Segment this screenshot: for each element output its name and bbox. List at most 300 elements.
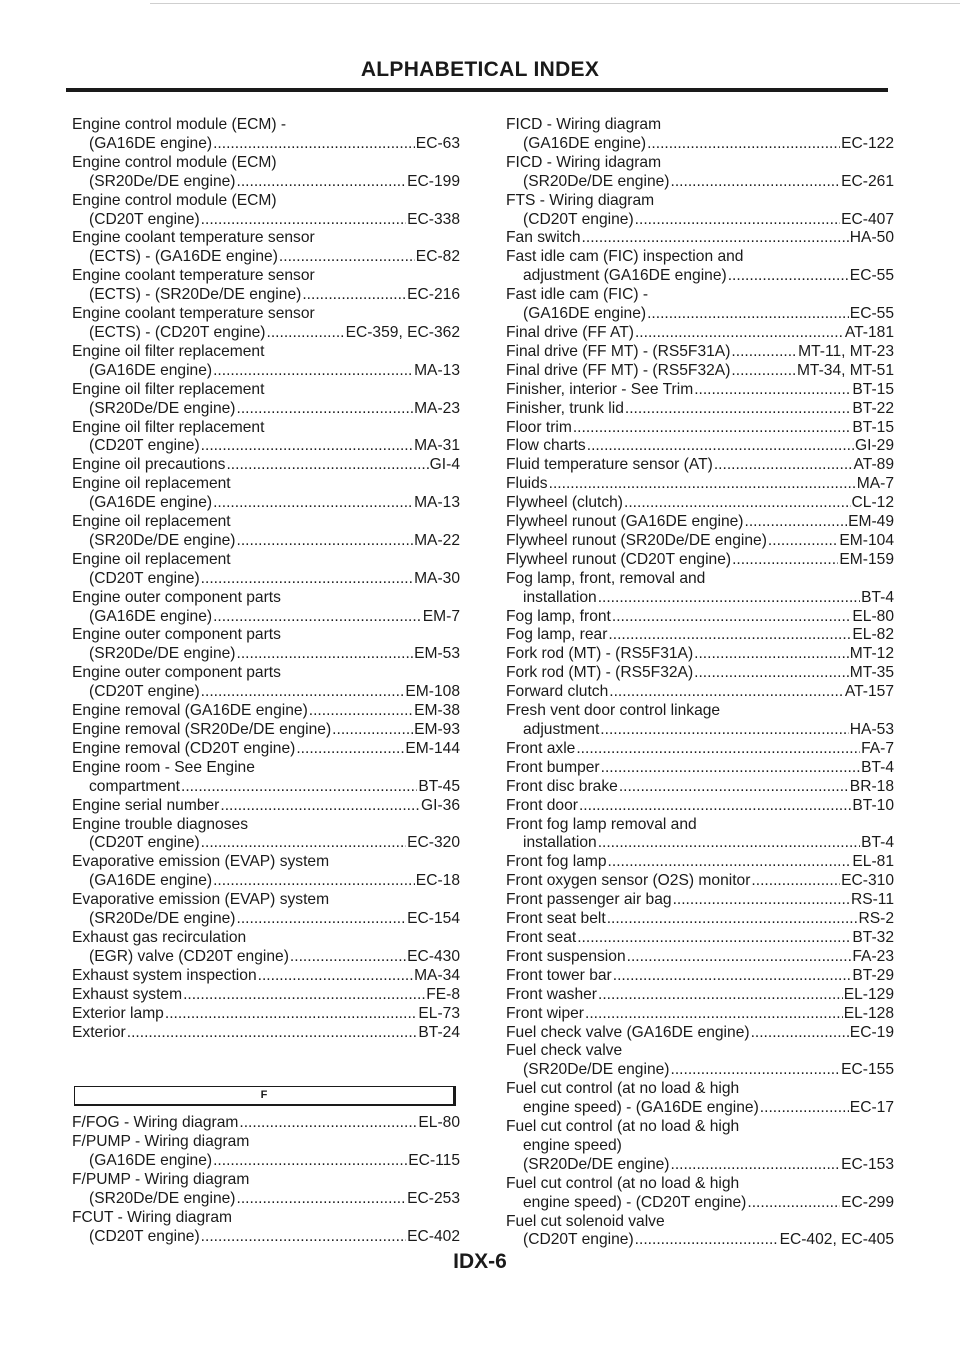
entry-text: compartment [89, 777, 180, 795]
entry-line [506, 1231, 894, 1250]
dot-leader [201, 683, 405, 702]
index-entry [506, 702, 894, 740]
index-list-e [72, 116, 460, 1042]
page-reference: EC-153 [841, 1155, 894, 1173]
dot-leader [768, 532, 838, 551]
dot-leader [608, 853, 852, 872]
index-entry [506, 437, 894, 456]
entry-line [506, 173, 894, 192]
dot-leader [201, 1228, 406, 1247]
index-entry [506, 853, 894, 872]
dot-leader [670, 1156, 840, 1175]
page-reference: EC-261 [841, 172, 894, 190]
page-reference: BT-24 [418, 1023, 460, 1041]
entry-text: Front washer [506, 985, 597, 1003]
dot-leader [694, 381, 851, 400]
entry-line [72, 816, 460, 835]
entry-line [506, 891, 894, 910]
dot-leader [213, 1152, 407, 1171]
entry-text: Fuel check valve [506, 1042, 623, 1060]
entry-line [72, 1114, 460, 1133]
entry-text: F/FOG - Wiring diagram [72, 1114, 239, 1132]
entry-line [72, 419, 460, 438]
entry-text: (SR20De/DE engine) [523, 1061, 670, 1079]
dot-leader [612, 608, 852, 627]
entry-line [506, 664, 894, 683]
entry-line [72, 211, 460, 230]
entry-text: Fog lamp, front [506, 607, 611, 625]
index-entry [506, 419, 894, 438]
entry-text: (SR20De/DE engine) [89, 910, 236, 928]
index-entry [506, 986, 894, 1005]
entry-text: Exterior [72, 1023, 126, 1041]
index-entry [506, 1024, 894, 1043]
entry-line [72, 589, 460, 608]
entry-text: Engine control module (ECM) [72, 191, 277, 209]
entry-text: Engine coolant temperature sensor [72, 267, 315, 285]
index-entry [506, 1042, 894, 1080]
entry-text: (GA16DE engine) [89, 1152, 213, 1170]
dot-leader [236, 532, 413, 551]
entry-text: (GA16DE engine) [89, 134, 213, 152]
entry-line [72, 1152, 460, 1171]
entry-text: Engine oil replacement [72, 513, 231, 531]
index-entry [506, 116, 894, 154]
dot-leader [673, 891, 850, 910]
page-reference: FE-8 [426, 985, 460, 1003]
page-reference: BT-22 [852, 399, 894, 417]
entry-line [72, 1133, 460, 1152]
entry-text: Engine control module (ECM) - [72, 116, 287, 133]
entry-line [506, 1099, 894, 1118]
entry-text: Engine removal (GA16DE engine) [72, 702, 308, 720]
entry-text: Front bumper [506, 758, 600, 776]
entry-text: Front fog lamp [506, 853, 607, 871]
dot-leader [302, 286, 406, 305]
page-reference: EM-104 [839, 531, 894, 549]
entry-line [506, 532, 894, 551]
dot-leader [598, 589, 860, 608]
page-reference: MA-34 [414, 966, 460, 984]
dot-leader [694, 664, 849, 683]
page-reference: BT-10 [852, 796, 894, 814]
dot-leader [732, 551, 838, 570]
entry-line [506, 1156, 894, 1175]
entry-line [506, 229, 894, 248]
entry-line [72, 154, 460, 173]
entry-text: Flywheel runout (SR20De/DE engine) [506, 531, 767, 549]
entry-text: installation [523, 834, 597, 852]
index-entry [506, 872, 894, 891]
dot-leader [279, 248, 415, 267]
page-reference: BT-4 [861, 758, 894, 776]
dot-leader [731, 362, 796, 381]
page-reference: EC-155 [841, 1061, 894, 1079]
entry-text: Evaporative emission (EVAP) system [72, 891, 330, 909]
dot-leader [751, 872, 840, 891]
entry-text: Engine oil precautions [72, 456, 226, 474]
entry-line [72, 286, 460, 305]
page-reference: EM-53 [414, 645, 460, 663]
page-reference: EC-82 [415, 248, 460, 266]
entry-text: (GA16DE engine) [89, 494, 213, 512]
entry-line [72, 229, 460, 248]
page-reference: EC-154 [407, 910, 460, 928]
entry-text: (ECTS) - (GA16DE engine) [89, 248, 278, 266]
page-reference: MT-35 [849, 664, 894, 682]
index-entry [506, 967, 894, 986]
dot-leader [239, 1114, 417, 1133]
entry-line [506, 286, 894, 305]
top-edge-rule [150, 3, 960, 4]
entry-text: Engine control module (ECM) [72, 153, 277, 171]
entry-text: (GA16DE engine) [89, 872, 213, 890]
entry-text: (SR20De/DE engine) [89, 531, 236, 549]
entry-line [506, 551, 894, 570]
index-entry [506, 286, 894, 324]
entry-text: Floor trim [506, 418, 572, 436]
entry-line [72, 683, 460, 702]
entry-line [72, 570, 460, 589]
index-entry [506, 154, 894, 192]
page-reference: EC-18 [415, 872, 460, 890]
entry-line [72, 702, 460, 721]
entry-text: Engine outer component parts [72, 664, 281, 682]
index-entry [72, 154, 460, 192]
dot-leader [694, 645, 849, 664]
entry-text: Fuel cut control (at no load & high [506, 1118, 740, 1136]
dot-leader [585, 1005, 843, 1024]
dot-leader [220, 797, 420, 816]
entry-text: Engine oil replacement [72, 550, 231, 568]
dot-leader [607, 910, 858, 929]
entry-line [506, 626, 894, 645]
dot-leader [760, 1099, 849, 1118]
entry-text: Fork rod (MT) - (RS5F31A) [506, 645, 694, 663]
entry-text: (SR20De/DE engine) [89, 1190, 236, 1208]
entry-line [72, 891, 460, 910]
index-entry [72, 419, 460, 457]
page-reference: HA-50 [849, 229, 894, 247]
entry-text: Front seat belt [506, 910, 606, 928]
entry-line [72, 1209, 460, 1228]
entry-text: Engine oil filter replacement [72, 342, 265, 360]
entry-line [506, 797, 894, 816]
page-reference: MA-7 [856, 475, 894, 493]
page-reference: EL-81 [852, 853, 894, 871]
entry-line [506, 872, 894, 891]
entry-text: (SR20De/DE engine) [523, 1155, 670, 1173]
page-reference: BT-15 [852, 380, 894, 398]
page-reference: EL-80 [852, 607, 894, 625]
dot-leader [236, 173, 406, 192]
dot-leader [625, 400, 852, 419]
index-entry [506, 475, 894, 494]
dot-leader [647, 305, 849, 324]
index-entry [506, 759, 894, 778]
entry-text: Engine outer component parts [72, 588, 281, 606]
dot-leader [600, 721, 849, 740]
index-entry [72, 1133, 460, 1171]
index-entry [506, 570, 894, 608]
entry-text: Engine serial number [72, 796, 220, 814]
page-reference: EC-338 [407, 210, 460, 228]
entry-line [72, 645, 460, 664]
entry-text: Engine room - See Engine [72, 758, 255, 776]
index-entry [506, 797, 894, 816]
entry-line [506, 154, 894, 173]
entry-line [506, 608, 894, 627]
entry-text: (SR20De/DE engine) [523, 172, 670, 190]
dot-leader [236, 400, 413, 419]
dot-leader [608, 626, 851, 645]
dot-leader [745, 513, 848, 532]
index-entry [506, 532, 894, 551]
dot-leader [576, 740, 860, 759]
index-entry [72, 1005, 460, 1024]
entry-line [72, 305, 460, 324]
index-entry [506, 645, 894, 664]
dot-leader [635, 324, 844, 343]
dot-leader [201, 437, 413, 456]
entry-line [506, 1024, 894, 1043]
entry-text: Flywheel runout (GA16DE engine) [506, 513, 744, 531]
page-reference: EC-299 [841, 1193, 894, 1211]
index-entry [72, 929, 460, 967]
dot-leader [201, 211, 406, 230]
entry-line [72, 1005, 460, 1024]
entry-text: installation [523, 588, 597, 606]
index-entry [506, 192, 894, 230]
entry-line [506, 570, 894, 589]
page-reference: MT-12 [849, 645, 894, 663]
entry-line [506, 1005, 894, 1024]
entry-text: FICD - Wiring diagram [506, 116, 662, 133]
page-reference: GI-36 [421, 796, 460, 814]
entry-line [72, 608, 460, 627]
page-reference: FA-7 [861, 739, 894, 757]
entry-line [72, 324, 460, 343]
index-entry [72, 1209, 460, 1247]
index-entry [506, 1118, 894, 1175]
index-entry [506, 343, 894, 362]
entry-text: Final drive (FF MT) - (RS5F32A) [506, 361, 731, 379]
index-entry [72, 305, 460, 343]
index-entry [506, 948, 894, 967]
entry-line [506, 853, 894, 872]
dot-leader [213, 608, 422, 627]
page-reference: CL-12 [851, 494, 894, 512]
index-entry [72, 891, 460, 929]
index-list-f [72, 1114, 460, 1246]
page-reference: EM-108 [405, 683, 460, 701]
entry-line [72, 834, 460, 853]
dot-leader [236, 1190, 406, 1209]
entry-text: Finisher, trunk lid [506, 399, 624, 417]
entry-line [72, 797, 460, 816]
page-reference: EC-55 [849, 267, 894, 285]
page-reference: EL-128 [843, 1004, 894, 1022]
entry-text: Fast idle cam (FIC) inspection and [506, 248, 744, 266]
page-reference: MT-11, MT-23 [798, 342, 894, 360]
page-reference: EM-159 [839, 550, 894, 568]
page-reference: EC-55 [849, 305, 894, 323]
page-reference: EC-199 [407, 172, 460, 190]
entry-text: adjustment (GA16DE engine) [523, 267, 727, 285]
index-entry [506, 891, 894, 910]
entry-text: FTS - Wiring diagram [506, 191, 655, 209]
entry-text: Evaporative emission (EVAP) system [72, 853, 330, 871]
page-reference: BT-45 [418, 777, 460, 795]
entry-line [72, 343, 460, 362]
entry-text: FICD - Wiring idagram [506, 153, 662, 171]
entry-text: (GA16DE engine) [523, 305, 647, 323]
entry-text: (EGR) valve (CD20T engine) [89, 947, 289, 965]
index-entry [506, 778, 894, 797]
page-reference: EC-320 [407, 834, 460, 852]
page-reference: MA-30 [414, 569, 460, 587]
dot-leader [731, 343, 797, 362]
page-reference: EC-19 [849, 1023, 894, 1041]
entry-text: (CD20T engine) [523, 210, 634, 228]
index-entry [506, 816, 894, 854]
index-entry [506, 608, 894, 627]
index-entry [506, 1213, 894, 1251]
page-reference: EM-38 [414, 702, 460, 720]
page-number: IDX-6 [453, 1250, 507, 1273]
index-entry [72, 1171, 460, 1209]
entry-line [72, 267, 460, 286]
entry-line [506, 986, 894, 1005]
entry-text: engine speed) - (CD20T engine) [523, 1193, 747, 1211]
entry-text: Engine trouble diagnoses [72, 815, 248, 833]
section-heading-f: F [74, 1086, 456, 1106]
entry-line [506, 381, 894, 400]
index-entry [72, 343, 460, 381]
dot-leader [751, 1024, 849, 1043]
page-reference: BT-4 [861, 834, 894, 852]
index-entry [72, 797, 460, 816]
dot-leader [236, 645, 413, 664]
entry-text: Fluids [506, 475, 548, 493]
dot-leader [213, 494, 413, 513]
dot-leader [332, 721, 413, 740]
entry-text: Fuel cut control (at no load & high [506, 1080, 740, 1098]
index-entry [506, 400, 894, 419]
index-entry [72, 589, 460, 627]
index-entry [72, 759, 460, 797]
page-reference: GI-4 [429, 456, 460, 474]
entry-line [72, 664, 460, 683]
entry-text: Final drive (FF MT) - (RS5F31A) [506, 342, 731, 360]
entry-line [72, 778, 460, 797]
entry-line [72, 759, 460, 778]
entry-line [506, 1137, 894, 1156]
entry-text: Engine oil replacement [72, 475, 231, 493]
entry-text: Engine coolant temperature sensor [72, 229, 315, 247]
entry-line [506, 740, 894, 759]
page-reference: MT-34, MT-51 [796, 361, 894, 379]
index-entry [72, 626, 460, 664]
index-entry [72, 853, 460, 891]
page-reference: EC-253 [407, 1190, 460, 1208]
index-entry [506, 324, 894, 343]
dot-leader [582, 229, 849, 248]
entry-line [506, 343, 894, 362]
entry-text: Forward clutch [506, 683, 609, 701]
page-reference: FA-23 [852, 947, 894, 965]
dot-leader [635, 211, 840, 230]
entry-line [72, 513, 460, 532]
entry-text: (SR20De/DE engine) [89, 399, 236, 417]
page-reference: EL-129 [843, 985, 894, 1003]
entry-line [72, 400, 460, 419]
entry-text: Flywheel runout (CD20T engine) [506, 550, 732, 568]
entry-line [506, 192, 894, 211]
entry-line [506, 1042, 894, 1061]
page-reference: MA-31 [414, 437, 460, 455]
entry-line [72, 948, 460, 967]
entry-text: engine speed) - (GA16DE engine) [523, 1099, 759, 1117]
page-reference: EC-63 [415, 134, 460, 152]
entry-line [72, 967, 460, 986]
entry-line [72, 551, 460, 570]
entry-line [506, 1080, 894, 1099]
page-reference: EM-7 [422, 607, 460, 625]
dot-leader [587, 437, 854, 456]
index-entry [506, 229, 894, 248]
page-reference: BT-15 [852, 418, 894, 436]
page-reference: EC-430 [407, 947, 460, 965]
entry-line [506, 324, 894, 343]
dot-leader [267, 324, 345, 343]
page-reference: RS-2 [858, 910, 894, 928]
entry-text: Exterior lamp [72, 1004, 164, 1022]
entry-line [72, 626, 460, 645]
entry-line [506, 400, 894, 419]
index-entry [72, 116, 460, 154]
entry-text: Fan switch [506, 229, 581, 247]
entry-text: (CD20T engine) [89, 834, 200, 852]
dot-leader [201, 834, 406, 853]
entry-line [506, 1194, 894, 1213]
entry-line [72, 929, 460, 948]
entry-text: (GA16DE engine) [89, 607, 213, 625]
dot-leader [201, 570, 413, 589]
page-reference: MA-13 [414, 361, 460, 379]
page-reference: EL-73 [418, 1004, 460, 1022]
page-reference: BR-18 [849, 777, 894, 795]
entry-text: Fork rod (MT) - (RS5F32A) [506, 664, 694, 682]
index-entry [72, 381, 460, 419]
index-entry [506, 1080, 894, 1118]
dot-leader [226, 456, 428, 475]
index-entry [72, 456, 460, 475]
entry-line [72, 362, 460, 381]
dot-leader [127, 1024, 418, 1043]
page-title: ALPHABETICAL INDEX [360, 58, 600, 81]
index-entry [506, 683, 894, 702]
entry-text: Fuel check valve (GA16DE engine) [506, 1023, 750, 1041]
entry-text: (SR20De/DE engine) [89, 172, 236, 190]
dot-leader [213, 872, 415, 891]
dot-leader [627, 948, 852, 967]
index-entry [72, 702, 460, 721]
entry-text: Front door [506, 796, 578, 814]
dot-leader [714, 456, 853, 475]
page-reference: EC-359, EC-362 [345, 323, 460, 341]
index-entry [72, 721, 460, 740]
